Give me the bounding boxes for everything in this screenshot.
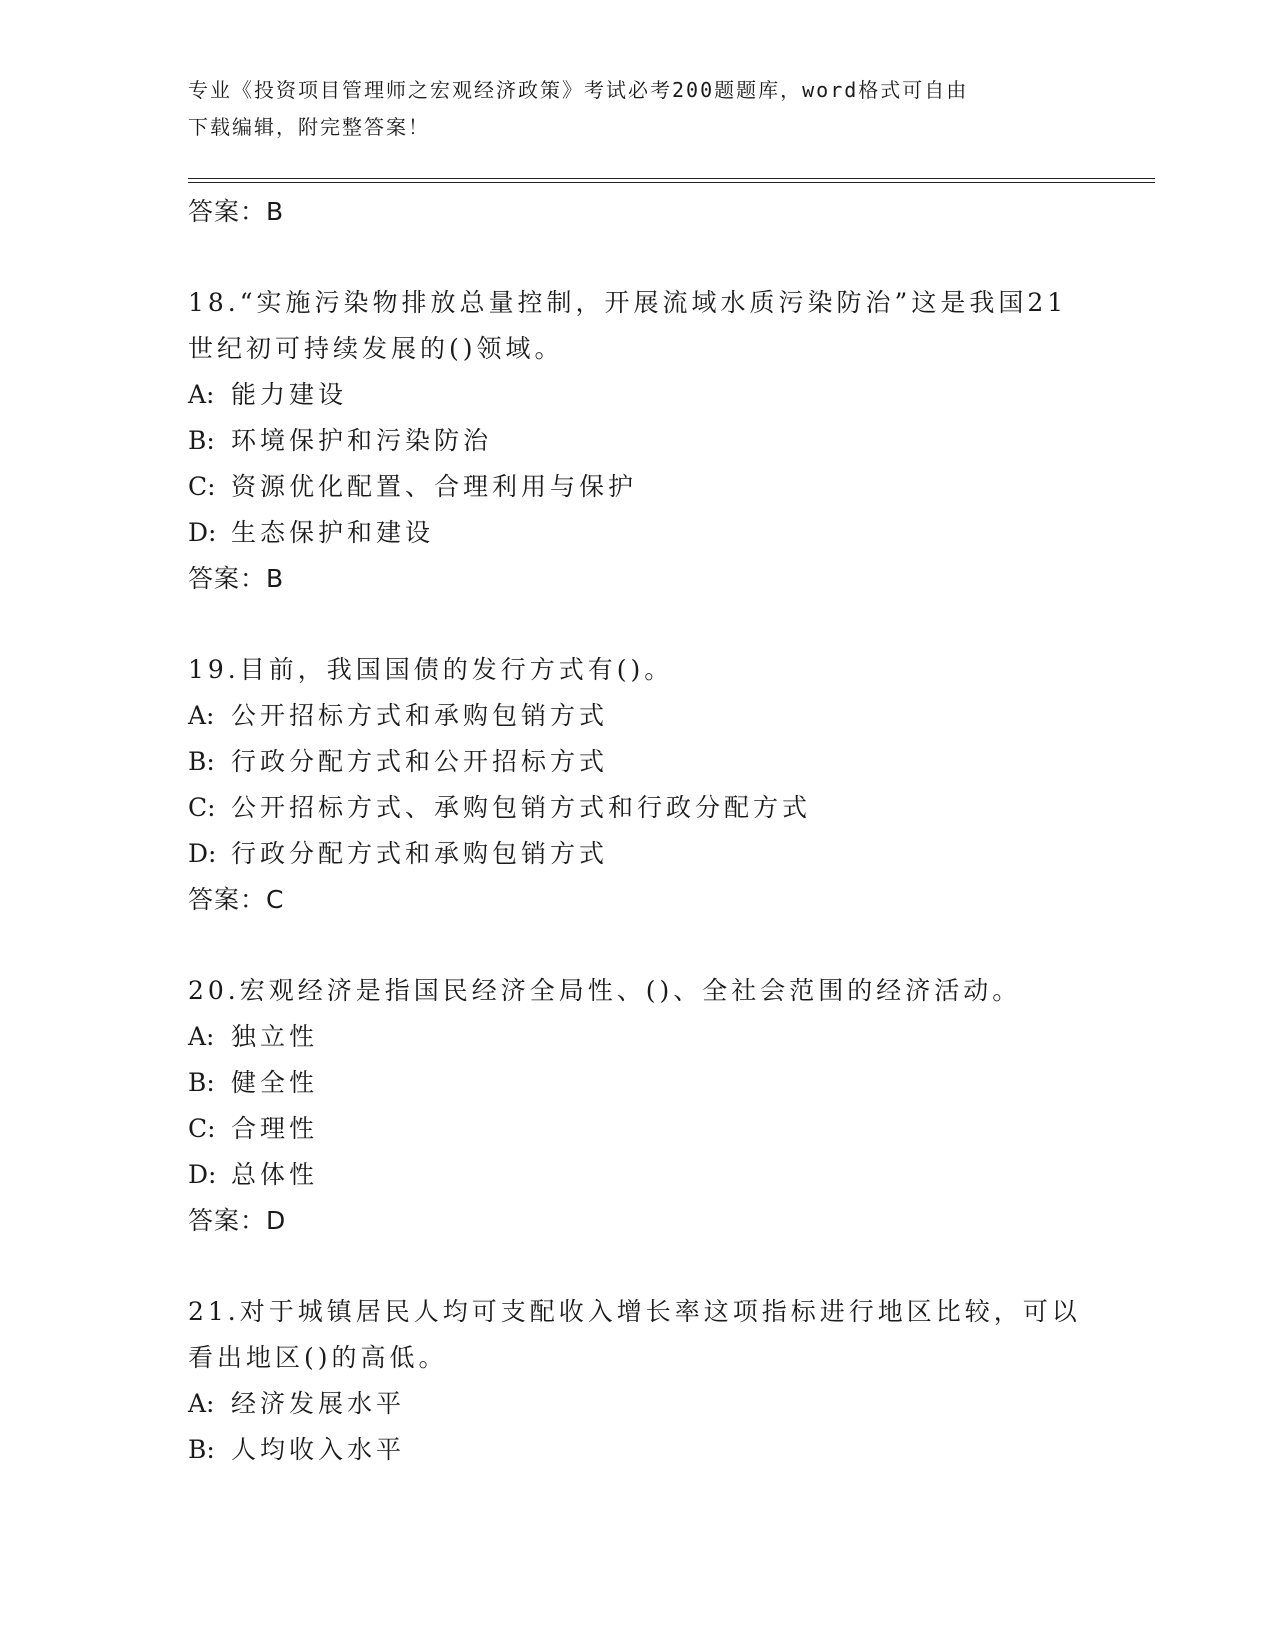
question-stem-line: 19.目前，我国国债的发行方式有()。 bbox=[188, 655, 674, 684]
answer-option bbox=[188, 1381, 1088, 1427]
option-text: 健全性 bbox=[231, 1068, 319, 1097]
answer-option bbox=[188, 831, 1088, 877]
option-letter: B: bbox=[188, 1068, 215, 1097]
answer-option bbox=[188, 372, 1088, 418]
answer-option bbox=[188, 785, 1088, 831]
option-text: 公开招标方式、承购包销方式和行政分配方式 bbox=[231, 793, 812, 822]
answer-line: 答案：B bbox=[188, 197, 285, 226]
question-block bbox=[188, 647, 1088, 923]
option-letter: B: bbox=[188, 426, 215, 455]
question-stem-line: 21.对于城镇居民人均可支配收入增长率这项指标进行地区比较，可以 bbox=[188, 1297, 1081, 1326]
option-letter: C: bbox=[188, 472, 216, 501]
answer-option bbox=[188, 418, 1088, 464]
header-divider-bottom bbox=[188, 182, 1155, 183]
header-line-1: 专业《投资项目管理师之宏观经济政策》考试必考200题题库，word格式可自由 bbox=[188, 78, 969, 102]
option-letter: D: bbox=[188, 1160, 217, 1189]
answer-option bbox=[188, 1060, 1088, 1106]
answer-option bbox=[188, 1106, 1088, 1152]
option-text: 总体性 bbox=[231, 1160, 319, 1189]
answer-option bbox=[188, 739, 1088, 785]
option-letter: A: bbox=[188, 380, 215, 409]
question-block bbox=[188, 280, 1088, 602]
question-block bbox=[188, 1289, 1088, 1473]
answer-option bbox=[188, 1427, 1088, 1473]
option-text: 行政分配方式和公开招标方式 bbox=[231, 747, 609, 776]
question-stem-line: 世纪初可持续发展的()领域。 bbox=[188, 334, 564, 363]
option-text: 人均收入水平 bbox=[231, 1435, 406, 1464]
answer-option bbox=[188, 693, 1088, 739]
option-letter: B: bbox=[188, 747, 215, 776]
option-letter: A: bbox=[188, 1022, 215, 1051]
document-header bbox=[188, 72, 1088, 146]
answer-option bbox=[188, 510, 1088, 556]
question-stem-line: 20.宏观经济是指国民经济全局性、()、全社会范围的经济活动。 bbox=[188, 976, 1022, 1005]
answer-option bbox=[188, 1152, 1088, 1198]
option-letter: A: bbox=[188, 1389, 215, 1418]
option-letter: B: bbox=[188, 1435, 215, 1464]
question-list bbox=[188, 280, 1088, 1473]
option-letter: D: bbox=[188, 839, 217, 868]
header-divider-top bbox=[188, 178, 1155, 179]
answer-option bbox=[188, 464, 1088, 510]
answer-line: 答案：B bbox=[188, 564, 285, 593]
option-text: 合理性 bbox=[231, 1114, 319, 1143]
option-text: 能力建设 bbox=[231, 380, 348, 409]
option-text: 生态保护和建设 bbox=[231, 518, 435, 547]
option-letter: C: bbox=[188, 1114, 216, 1143]
answer-line: 答案：C bbox=[188, 885, 285, 914]
option-text: 独立性 bbox=[231, 1022, 319, 1051]
option-text: 公开招标方式和承购包销方式 bbox=[231, 701, 609, 730]
option-text: 资源优化配置、合理利用与保护 bbox=[231, 472, 638, 501]
option-letter: C: bbox=[188, 793, 216, 822]
answer-line: 答案：D bbox=[188, 1206, 287, 1235]
question-block bbox=[188, 968, 1088, 1244]
option-letter: A: bbox=[188, 701, 215, 730]
option-text: 环境保护和污染防治 bbox=[231, 426, 493, 455]
document-body bbox=[188, 189, 1088, 1473]
question-stem-line: 看出地区()的高低。 bbox=[188, 1343, 448, 1372]
option-letter: D: bbox=[188, 518, 217, 547]
question-stem-line: 18.“实施污染物排放总量控制，开展流域水质污染防治”这是我国21 bbox=[188, 288, 1068, 317]
answer-option bbox=[188, 1014, 1088, 1060]
option-text: 经济发展水平 bbox=[231, 1389, 406, 1418]
header-line-2: 下载编辑，附完整答案！ bbox=[188, 115, 430, 139]
option-text: 行政分配方式和承购包销方式 bbox=[231, 839, 609, 868]
